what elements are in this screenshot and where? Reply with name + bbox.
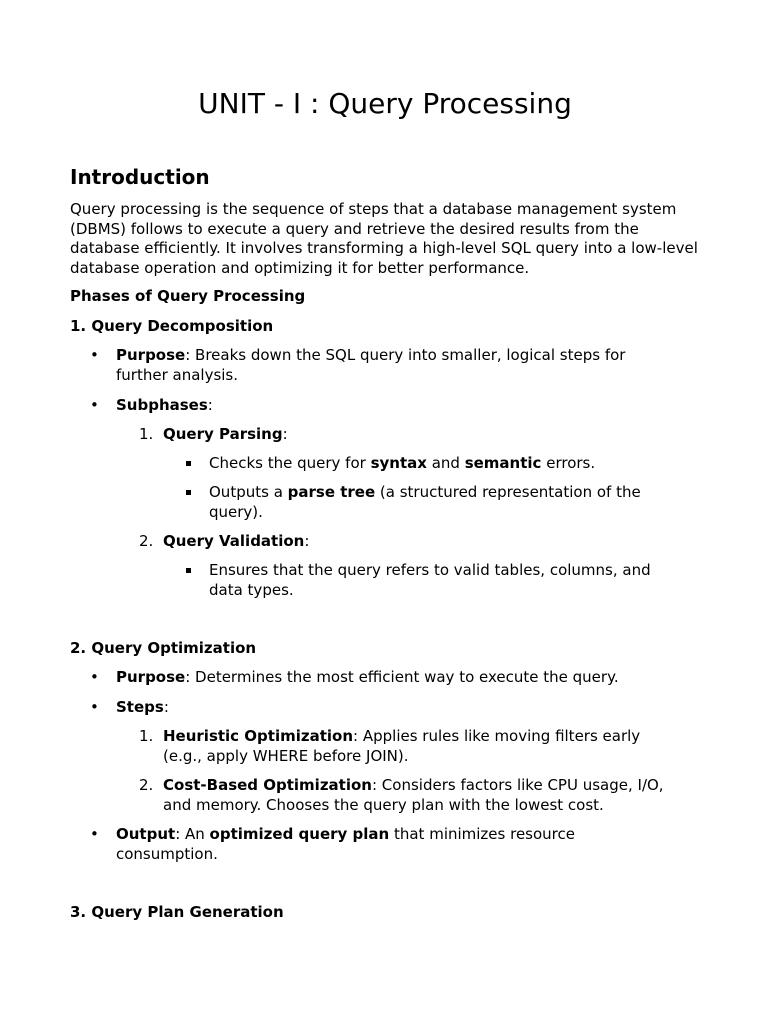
s1-parsing-num: 1. [139,425,154,443]
bullet-icon: • [90,698,99,716]
text: errors. [541,454,596,472]
s2-output-label: Output [116,825,176,843]
s2-heuristic-label: Heuristic Optimization [163,727,354,745]
s2-heuristic-text: : Applies rules like moving filters early (e.g., apply WHERE before JOIN). [163,727,641,765]
bullet-icon: • [90,825,99,843]
s2-heuristic-num: 1. [139,727,154,745]
keyword-syntax: syntax [370,454,427,472]
s1-validation-sub1: Ensures that the query refers to valid tables, columns, and data types. [209,561,651,599]
s2-purpose-item [116,668,619,688]
text: (a structured representation of the query). [209,483,641,521]
square-bullet-icon [186,490,191,495]
text: and [426,454,465,472]
s2-output-text-end: that minimizes resource consumption. [116,825,575,863]
s2-cost-item [163,776,688,815]
s2-output-keyword: optimized query plan [209,825,390,843]
keyword-semantic: semantic [464,454,542,472]
s2-steps-item [116,698,169,718]
s1-subphases-item [116,396,213,416]
s2-steps-colon: : [163,698,169,716]
s2-output-text: : An [175,825,210,843]
s2-cost-label: Cost-Based Optimization [163,776,372,794]
s1-parsing-sub2 [209,483,669,522]
text: Checks the query for [209,454,371,472]
s2-output-item [116,825,616,864]
s2-heuristic-item [163,727,663,766]
square-bullet-icon [186,461,191,466]
intro-heading: Introduction [70,165,210,189]
section2-heading: 2. Query Optimization [70,639,257,657]
s2-cost-text: : Considers factors like CPU usage, I/O, and memory. Chooses the query plan with the lowest cost. [163,776,664,814]
bullet-icon: • [90,396,99,414]
phases-heading: Phases of Query Processing [70,287,306,305]
s1-purpose-text: : Breaks down the SQL query into smaller, logical steps for further analysis. [116,346,626,384]
s1-subphases-label: Subphases [116,396,208,414]
keyword-parse-tree: parse tree [287,483,376,501]
square-bullet-icon [186,568,191,573]
s2-purpose-label: Purpose [116,668,186,686]
s1-parsing-item [163,425,288,445]
s1-validation-colon: : [304,532,310,550]
s1-validation-label: Query Validation [163,532,305,550]
text: Outputs a [209,483,288,501]
page-title: UNIT - I : Query Processing [198,87,572,120]
bullet-icon: • [90,668,99,686]
s1-parsing-colon: : [282,425,288,443]
bullet-icon: • [90,346,99,364]
s1-parsing-label: Query Parsing [163,425,283,443]
s1-validation-item [163,532,309,552]
intro-paragraph: Query processing is the sequence of steps that a database management system (DBMS) follows to execute a query and retrieve the desired results from the database efficiently. It involves transforming a high-level SQL query into a low-level database operation and optimizing it for better performance. [70,200,698,277]
s2-purpose-text: : Determines the most efficient way to execute the query. [185,668,619,686]
s1-subphases-colon: : [207,396,213,414]
section1-heading: 1. Query Decomposition [70,317,274,335]
s2-steps-label: Steps [116,698,164,716]
s1-parsing-sub1 [209,454,595,474]
s1-validation-num: 2. [139,532,154,550]
s1-purpose-item [116,346,656,385]
s2-cost-num: 2. [139,776,154,794]
s1-purpose-label: Purpose [116,346,186,364]
section3-heading: 3. Query Plan Generation [70,903,284,921]
